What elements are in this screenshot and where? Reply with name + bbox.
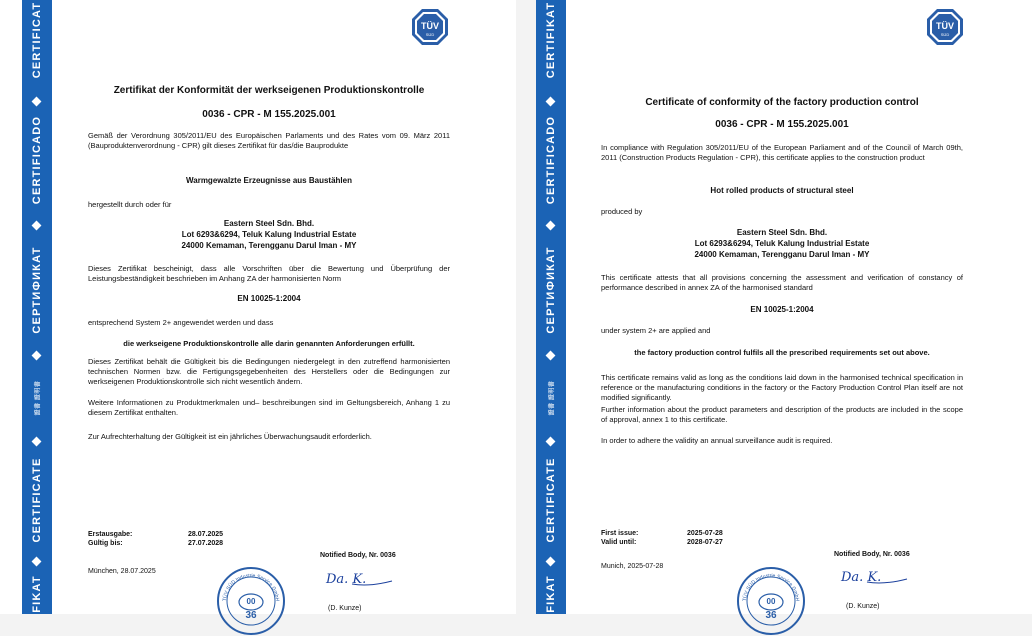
seal-number: 00	[766, 597, 776, 606]
first-issue-value: 28.07.2025	[188, 531, 224, 538]
diamond-icon	[32, 351, 42, 361]
manufacturer-name: Eastern Steel Sdn. Bhd.	[223, 219, 315, 228]
manufacturer-block	[88, 218, 450, 251]
first-issue-label: First issue:	[601, 530, 639, 537]
standard-reference: EN 10025-1:2004	[237, 294, 301, 303]
certificate-page-german	[0, 0, 516, 621]
first-issue-label: Erstausgabe:	[88, 531, 133, 538]
manufacturer-block	[601, 227, 963, 260]
signature-scribble: Da. K.	[841, 570, 882, 585]
validity-paragraph: This certificate remains valid as long as the conditions laid down in the harmonised technical specification in reference or the manufacturing conditions in the factory or the Factory Production Control Plan itself are not modified significantly.	[601, 373, 963, 402]
logo-text: TÜV	[421, 21, 439, 31]
certificate-title: Certificate of conformity of the factory production control	[645, 97, 919, 108]
seal-ring-text: TÜV SÜD Industrie Service GmbH	[741, 572, 801, 602]
tuv-seal-icon	[216, 566, 286, 636]
seal-number: 36	[245, 610, 257, 621]
validity-paragraph: Dieses Zertifikat behält die Gültigkeit bis die Bedingungen niedergelegt in den zutreffend harmonisierten technischen Normen bzw. die Fertigungsgegebenheiten des Herstellers oder die Bedingungen zur werkseigenen Produktionskontrolle sich nicht wesentlich ändern.	[88, 357, 450, 386]
produced-by-label: hergestellt durch oder für	[88, 200, 172, 209]
attest-paragraph: This certificate attests that all provisions concerning the assessment and verification of constancy of performance described in annex ZA of the harmonised standard	[601, 273, 963, 292]
further-info-paragraph: Further information about the product parameters and description of the products are included in the scope of approval, annex 1 to this certificate.	[601, 405, 963, 424]
logo-subtext: SÜD	[940, 32, 950, 37]
system-statement: entsprechend System 2+ angewendet werden und dass	[88, 318, 274, 327]
manufacturer-name: Eastern Steel Sdn. Bhd.	[736, 228, 828, 237]
diamond-icon	[32, 97, 42, 107]
diamond-icon	[546, 221, 556, 231]
valid-until-value: 27.07.2028	[188, 539, 224, 547]
manufacturer-address-line: 24000 Kemaman, Terengganu Darul Iman - MY	[694, 250, 870, 259]
tuv-seal-icon	[736, 566, 806, 636]
certificate-body	[88, 0, 450, 621]
signature-scribble: Da. K.	[326, 572, 367, 587]
standard-reference: EN 10025-1:2004	[750, 305, 814, 314]
logo-text: TÜV	[936, 21, 954, 31]
certificate-page-english	[536, 0, 1032, 621]
diamond-icon	[32, 437, 42, 447]
audit-statement: Zur Aufrechterhaltung der Gültigkeit ist ein jährliches Überwachungsaudit erforderlich.	[88, 432, 372, 441]
attest-paragraph: Dieses Zertifikat bescheinigt, dass alle Vorschriften über die Bewertung und Überprüfung der Leistungsbeständigkeit beschrieben im Anhang ZA der harmonisierten Norm	[88, 264, 450, 283]
issue-dates	[601, 530, 801, 547]
system-statement: under system 2+ are applied and	[601, 326, 711, 335]
product-name: Hot rolled products of structural steel	[710, 186, 854, 195]
seal-number: 36	[765, 610, 777, 621]
certificate-side-strip: CERTIFIKAT CERTIFICADO СЕРТИФИКАТ 證書 證明書 CERTIFICATE FIKAT	[536, 0, 566, 614]
fulfils-statement: die werkseigene Produktionskontrolle alle darin genannten Anforderungen erfüllt.	[123, 339, 415, 348]
intro-paragraph: Gemäß der Verordnung 305/2011/EU des Europäischen Parlaments und des Rates vom 09. März 2011 (Bauproduktenverordnung - CPR) gilt dieses Zertifikat für das/die Bauprodukte	[88, 131, 450, 150]
place-date: München, 28.07.2025	[88, 568, 156, 575]
produced-by-label: produced by	[601, 207, 643, 216]
first-issue-value: 2025-07-28	[687, 530, 723, 537]
manufacturer-address-line: Lot 6293&6294, Teluk Kalung Industrial Estate	[181, 230, 357, 239]
signature	[839, 567, 909, 587]
audit-statement: In order to adhere the validity an annual surveillance audit is required.	[601, 436, 833, 445]
diamond-icon	[32, 557, 42, 567]
logo-subtext: SÜD	[425, 32, 435, 37]
valid-until-value: 2028-07-27	[687, 538, 723, 546]
signer-name: (D. Kunze)	[328, 605, 362, 612]
certificate-number: 0036 - CPR - M 155.2025.001	[202, 109, 336, 120]
certificate-body	[601, 0, 963, 621]
diamond-icon	[546, 437, 556, 447]
diamond-icon	[546, 351, 556, 361]
signer-name: (D. Kunze)	[846, 603, 880, 610]
signature	[324, 569, 394, 589]
manufacturer-address-line: Lot 6293&6294, Teluk Kalung Industrial Estate	[694, 239, 870, 248]
manufacturer-address-line: 24000 Kemaman, Terengganu Darul Iman - MY	[181, 241, 357, 250]
certificate-side-strip: CERTIFICAT CERTIFICADO СЕРТИФИКАТ 證書 證明書 CERTIFICATE FIKAT	[22, 0, 52, 614]
issue-dates	[88, 531, 288, 548]
place-date: Munich, 2025-07-28	[601, 563, 664, 570]
notified-body: Notified Body, Nr. 0036	[320, 552, 396, 559]
diamond-icon	[32, 221, 42, 231]
valid-until-label: Valid until:	[601, 538, 637, 546]
notified-body: Notified Body, Nr. 0036	[834, 551, 910, 558]
certificate-title: Zertifikat der Konformität der werkseigenen Produktionskontrolle	[113, 85, 425, 96]
intro-paragraph: In compliance with Regulation 305/2011/EU of the European Parliament and of the Council of March 09th, 2011 (Construction Products Regulation - CPR), this certificate applies to the construction product	[601, 143, 963, 162]
fulfils-statement: the factory production control fulfils all the prescribed requirements set out above.	[634, 348, 930, 357]
diamond-icon	[546, 97, 556, 107]
valid-until-label: Gültig bis:	[88, 539, 123, 547]
certificate-number: 0036 - CPR - M 155.2025.001	[715, 119, 849, 130]
seal-number: 00	[246, 597, 256, 606]
product-name: Warmgewalzte Erzeugnisse aus Baustählen	[186, 176, 352, 185]
diamond-icon	[546, 557, 556, 567]
seal-ring-text: TÜV SÜD Industrie Service GmbH	[221, 572, 281, 602]
further-info-paragraph: Weitere Informationen zu Produktmerkmalen und– beschreibungen sind im Geltungsbereich, Anhang 1 zu diesem Zertifikat enthalten.	[88, 398, 450, 417]
